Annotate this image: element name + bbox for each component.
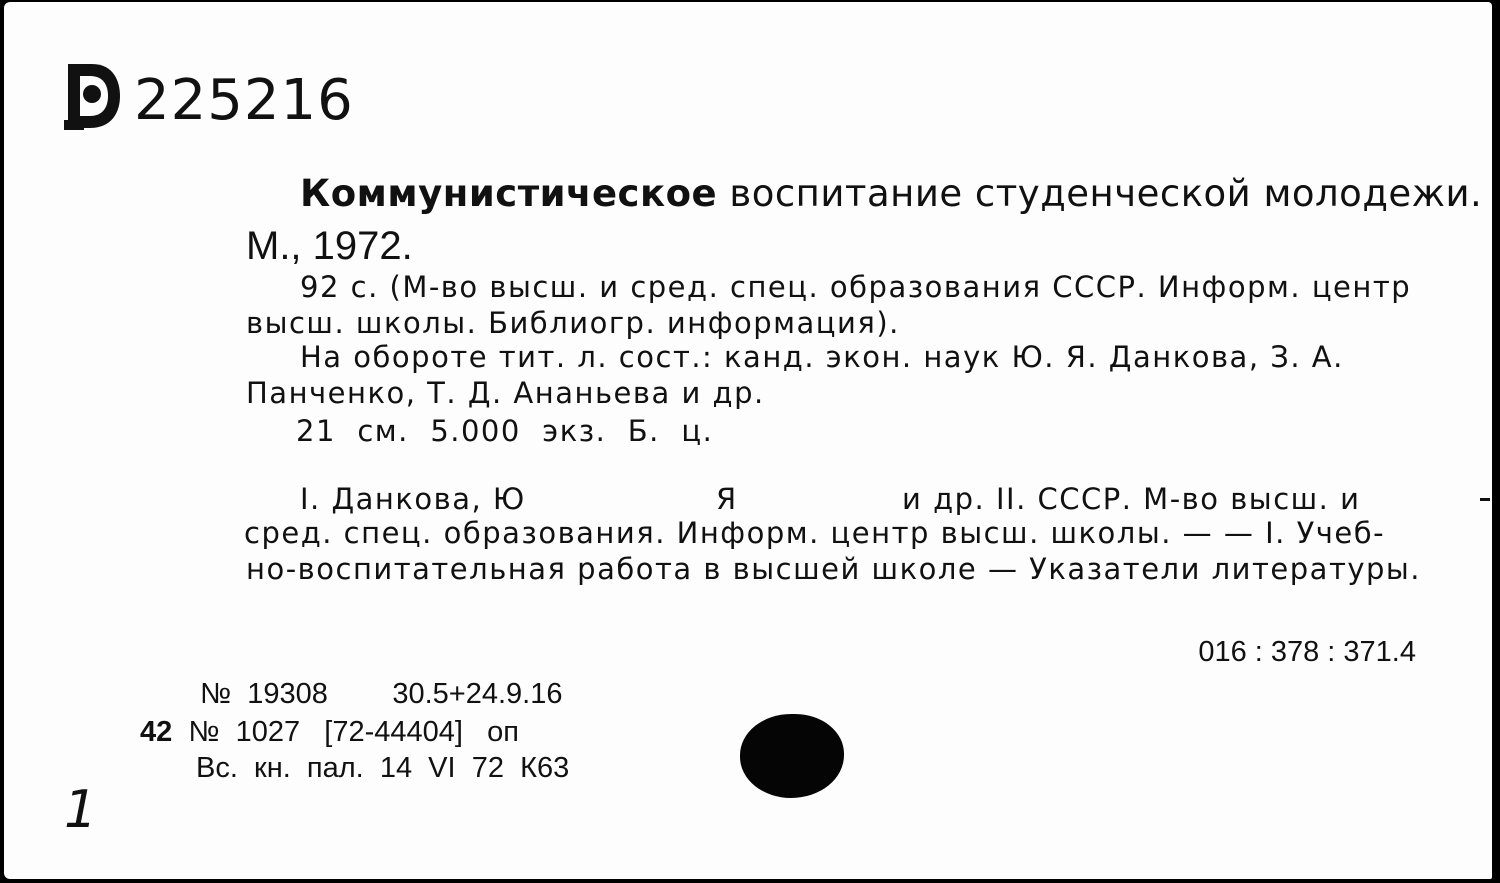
size-line: 21 см. 5.000 экз. Б. ц.	[296, 414, 714, 448]
accession-line-1: № 19308 30.5+24.9.16	[200, 678, 563, 710]
catalog-card	[4, 2, 1492, 879]
card-id-number: 225216	[134, 68, 354, 133]
tracing-line-1a: I. Данкова, Ю	[300, 482, 526, 516]
accession-line-3: Вс. кн. пал. 14 VI 72 К63	[196, 752, 570, 784]
tracing-line-2: сред. спец. образования. Информ. центр высш. школы. — — I. Учеб-	[244, 516, 1386, 550]
ink-blot	[740, 714, 844, 798]
accession-prefix: 42	[140, 716, 173, 748]
title-heading-word: Коммунистическое	[300, 172, 718, 215]
tracing-line-3: но-воспитательная работа в высшей школе — Указатели литературы.	[246, 552, 1422, 586]
collation-line-2: высш. школы. Библиогр. информация).	[246, 306, 900, 340]
accession-line-2	[140, 716, 519, 749]
classification-number: 016 : 378 : 371.4	[1198, 636, 1416, 668]
note-line-2: Панченко, Т. Д. Ананьева и др.	[246, 376, 765, 410]
collation-line-1: 92 с. (М-во высш. и сред. спец. образования СССР. Информ. центр	[300, 270, 1412, 304]
book-title	[300, 172, 1482, 215]
note-line-1: На обороте тит. л. сост.: канд. экон. наук Ю. Я. Данкова, З. А.	[300, 340, 1344, 374]
corner-number: 1	[64, 780, 98, 840]
title-rest: воспитание студенческой молодежи.	[717, 172, 1483, 215]
d-stamp-logo	[62, 60, 124, 132]
imprint: М., 1972.	[246, 224, 413, 268]
accession-line-2-text: № 1027 [72-44404] оп	[188, 716, 519, 748]
margin-dash	[1480, 498, 1490, 501]
tracing-line-1b: Я	[716, 482, 738, 516]
tracing-line-1c: и др. II. СССР. М-во высш. и	[902, 482, 1361, 516]
